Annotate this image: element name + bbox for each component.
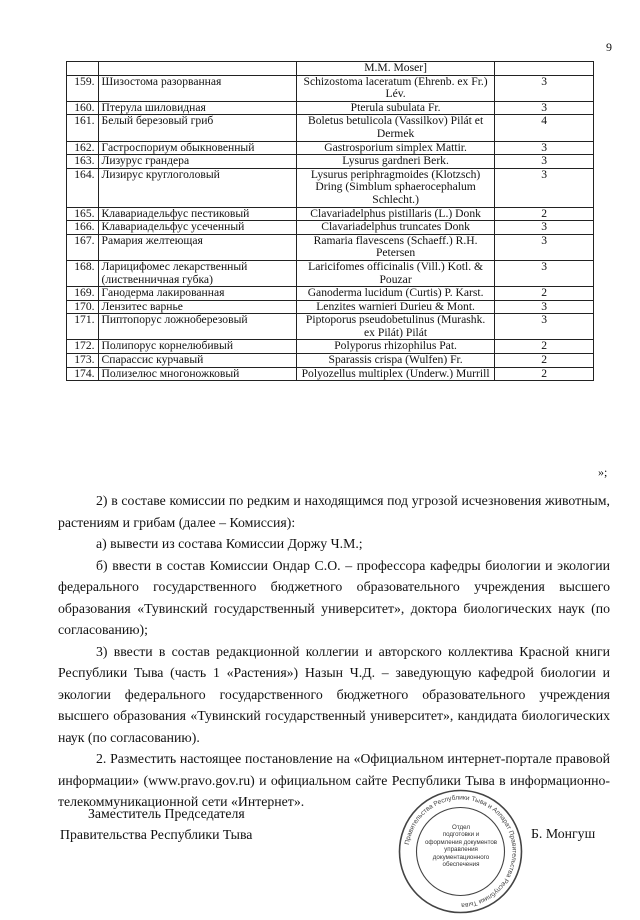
table-row xyxy=(67,155,594,169)
latin-name-cell: Clavariadelphus pistillaris (L.) Donk xyxy=(296,207,494,221)
row-number: 167. xyxy=(67,234,99,260)
paragraph-add-member: б) ввести в состав Комиссии Ондар С.О. – профессора кафедры биологии и экологии федерального государственного бюджетного образовательного учреждения высшего образования «Тувинский государственный университет», доктора биологических наук (по согласованию); xyxy=(58,557,610,637)
row-number: 172. xyxy=(67,340,99,354)
latin-name-cell: Pterula subulata Fr. xyxy=(296,101,494,115)
table-row xyxy=(67,141,594,155)
russian-name-cell: Шизостома разорванная xyxy=(98,75,296,101)
latin-name-cell: Piptoporus pseudobetulinus (Murashk. ex Pilát) Pilát xyxy=(296,314,494,340)
russian-name-cell: Полизелюс многоножковый xyxy=(98,367,296,381)
category-cell: 2 xyxy=(495,207,594,221)
russian-name-cell: Клавариадельфус пестиковый xyxy=(98,207,296,221)
russian-name-cell: Полипорус корнелюбивый xyxy=(98,340,296,354)
row-number: 165. xyxy=(67,207,99,221)
russian-name-cell: Пиптопорус ложноберезовый xyxy=(98,314,296,340)
category-cell: 3 xyxy=(495,314,594,340)
row-number: 161. xyxy=(67,115,99,141)
paragraph-remove-member: а) вывести из состава Комиссии Доржу Ч.М.; xyxy=(96,536,363,551)
table-row xyxy=(67,207,594,221)
table-row xyxy=(67,234,594,260)
russian-name-cell: Белый березовый гриб xyxy=(98,115,296,141)
category-cell: 2 xyxy=(495,287,594,301)
russian-name-cell: Лензитес варнье xyxy=(98,300,296,314)
seal-inner-text: Отдел подготовки и оформления документов управления документационного обеспечения xyxy=(424,824,498,869)
table-row xyxy=(67,115,594,141)
latin-name-cell: Polyporus rhizophilus Pat. xyxy=(296,340,494,354)
category-cell: 3 xyxy=(495,141,594,155)
table-row xyxy=(67,260,594,286)
signatory-title xyxy=(60,803,252,845)
page-number: 9 xyxy=(606,40,612,54)
row-number: 163. xyxy=(67,155,99,169)
row-number: 174. xyxy=(67,367,99,381)
species-table xyxy=(66,61,594,381)
russian-name-cell: Ларицифомес лекарственный (лиственничная губка) xyxy=(98,260,296,286)
latin-name-cell: Ganoderma lucidum (Curtis) P. Karst. xyxy=(296,287,494,301)
russian-name-cell: Клавариадельфус усеченный xyxy=(98,221,296,235)
paragraph-editorial-board: 3) ввести в состав редакционной коллегии и авторского коллектива Красной книги Республики Тыва (часть 1 «Растения») Назын Ч.Д. – заведующую кафедрой биологии и экологии федерального государственного бюджетного образовательного учреждения высшего образования «Тувинский государственный университет», кандидата биологических наук (по согласованию). xyxy=(58,643,610,745)
latin-name-cell: Gastrosporium simplex Mattir. xyxy=(296,141,494,155)
category-cell: 3 xyxy=(495,260,594,286)
russian-name-cell: Рамария желтеющая xyxy=(98,234,296,260)
latin-name-cell: Polyozellus multiplex (Underw.) Murrill xyxy=(296,367,494,381)
table-row xyxy=(67,340,594,354)
latin-name-cell: Lysurus gardneri Berk. xyxy=(296,155,494,169)
category-cell: 4 xyxy=(495,115,594,141)
latin-name-cell: Lysurus periphragmoides (Klotzsch) Dring (Simblum sphaerocephalum Schlecht.) xyxy=(296,168,494,207)
row-number: 166. xyxy=(67,221,99,235)
russian-name-cell: Спарассис курчавый xyxy=(98,354,296,368)
category-cell: 2 xyxy=(495,340,594,354)
signatory-title-line2: Правительства Республики Тыва xyxy=(60,827,253,842)
latin-name-cell: Boletus betulicola (Vassilkov) Pilát et Dermek xyxy=(296,115,494,141)
table-row xyxy=(67,367,594,381)
category-cell: 3 xyxy=(495,234,594,260)
category-cell: 3 xyxy=(495,300,594,314)
signatory-name: Б. Монгуш xyxy=(531,826,596,841)
table-row xyxy=(67,314,594,340)
table-closing-mark: »; xyxy=(598,465,608,479)
table-row xyxy=(67,221,594,235)
row-number: 173. xyxy=(67,354,99,368)
table-row xyxy=(67,101,594,115)
latin-name-cell: Clavariadelphus truncates Donk xyxy=(296,221,494,235)
category-cell: 3 xyxy=(495,155,594,169)
latin-name-cell: Lenzites warnieri Durieu & Mont. xyxy=(296,300,494,314)
row-number: 164. xyxy=(67,168,99,207)
category-cell: 2 xyxy=(495,354,594,368)
table-row xyxy=(67,168,594,207)
paragraph-publication: 2. Разместить настоящее постановление на «Официальном интернет-портале правовой информации» (www.pravo.gov.ru) и официальном сайте Республики Тыва в информационно-телекоммуникационной сети «Интернет». xyxy=(58,751,610,809)
latin-name-cell: Ramaria flavescens (Schaeff.) R.H. Petersen xyxy=(296,234,494,260)
russian-name-cell: Птерула шиловидная xyxy=(98,101,296,115)
latin-name-cell: Laricifomes officinalis (Vill.) Kotl. & Pouzar xyxy=(296,260,494,286)
russian-name-cell: Лизурус грандера xyxy=(98,155,296,169)
row-number: 162. xyxy=(67,141,99,155)
latin-name-cell: M.M. Moser] xyxy=(296,62,494,76)
table-row-continuation xyxy=(67,62,594,76)
official-seal xyxy=(397,788,524,915)
row-number: 159. xyxy=(67,75,99,101)
row-number: 169. xyxy=(67,287,99,301)
table-row xyxy=(67,287,594,301)
latin-name-cell: Sparassis crispa (Wulfen) Fr. xyxy=(296,354,494,368)
russian-name-cell: Гастроспориум обыкновенный xyxy=(98,141,296,155)
row-number: 170. xyxy=(67,300,99,314)
table-row xyxy=(67,354,594,368)
category-cell: 2 xyxy=(495,367,594,381)
russian-name-cell: Лизирус круглоголовый xyxy=(98,168,296,207)
row-number: 168. xyxy=(67,260,99,286)
resolution-text xyxy=(58,490,610,813)
table-row xyxy=(67,300,594,314)
row-number: 171. xyxy=(67,314,99,340)
svg-text:Правительства Республики Тыва: Правительства Республики Тыва и Аппарат Правительства Республики Тыва xyxy=(403,794,518,909)
row-number: 160. xyxy=(67,101,99,115)
table-row xyxy=(67,75,594,101)
category-cell: 3 xyxy=(495,168,594,207)
latin-name-cell: Schizostoma laceratum (Ehrenb. ex Fr.) Lév. xyxy=(296,75,494,101)
paragraph-commission: 2) в составе комиссии по редким и находящимся под угрозой исчезновения животным, растениям и грибам (далее – Комиссия): xyxy=(58,493,610,530)
signatory-title-line1: Заместитель Председателя xyxy=(88,806,245,821)
category-cell: 3 xyxy=(495,75,594,101)
russian-name-cell: Ганодерма лакированная xyxy=(98,287,296,301)
category-cell: 3 xyxy=(495,101,594,115)
category-cell: 3 xyxy=(495,221,594,235)
